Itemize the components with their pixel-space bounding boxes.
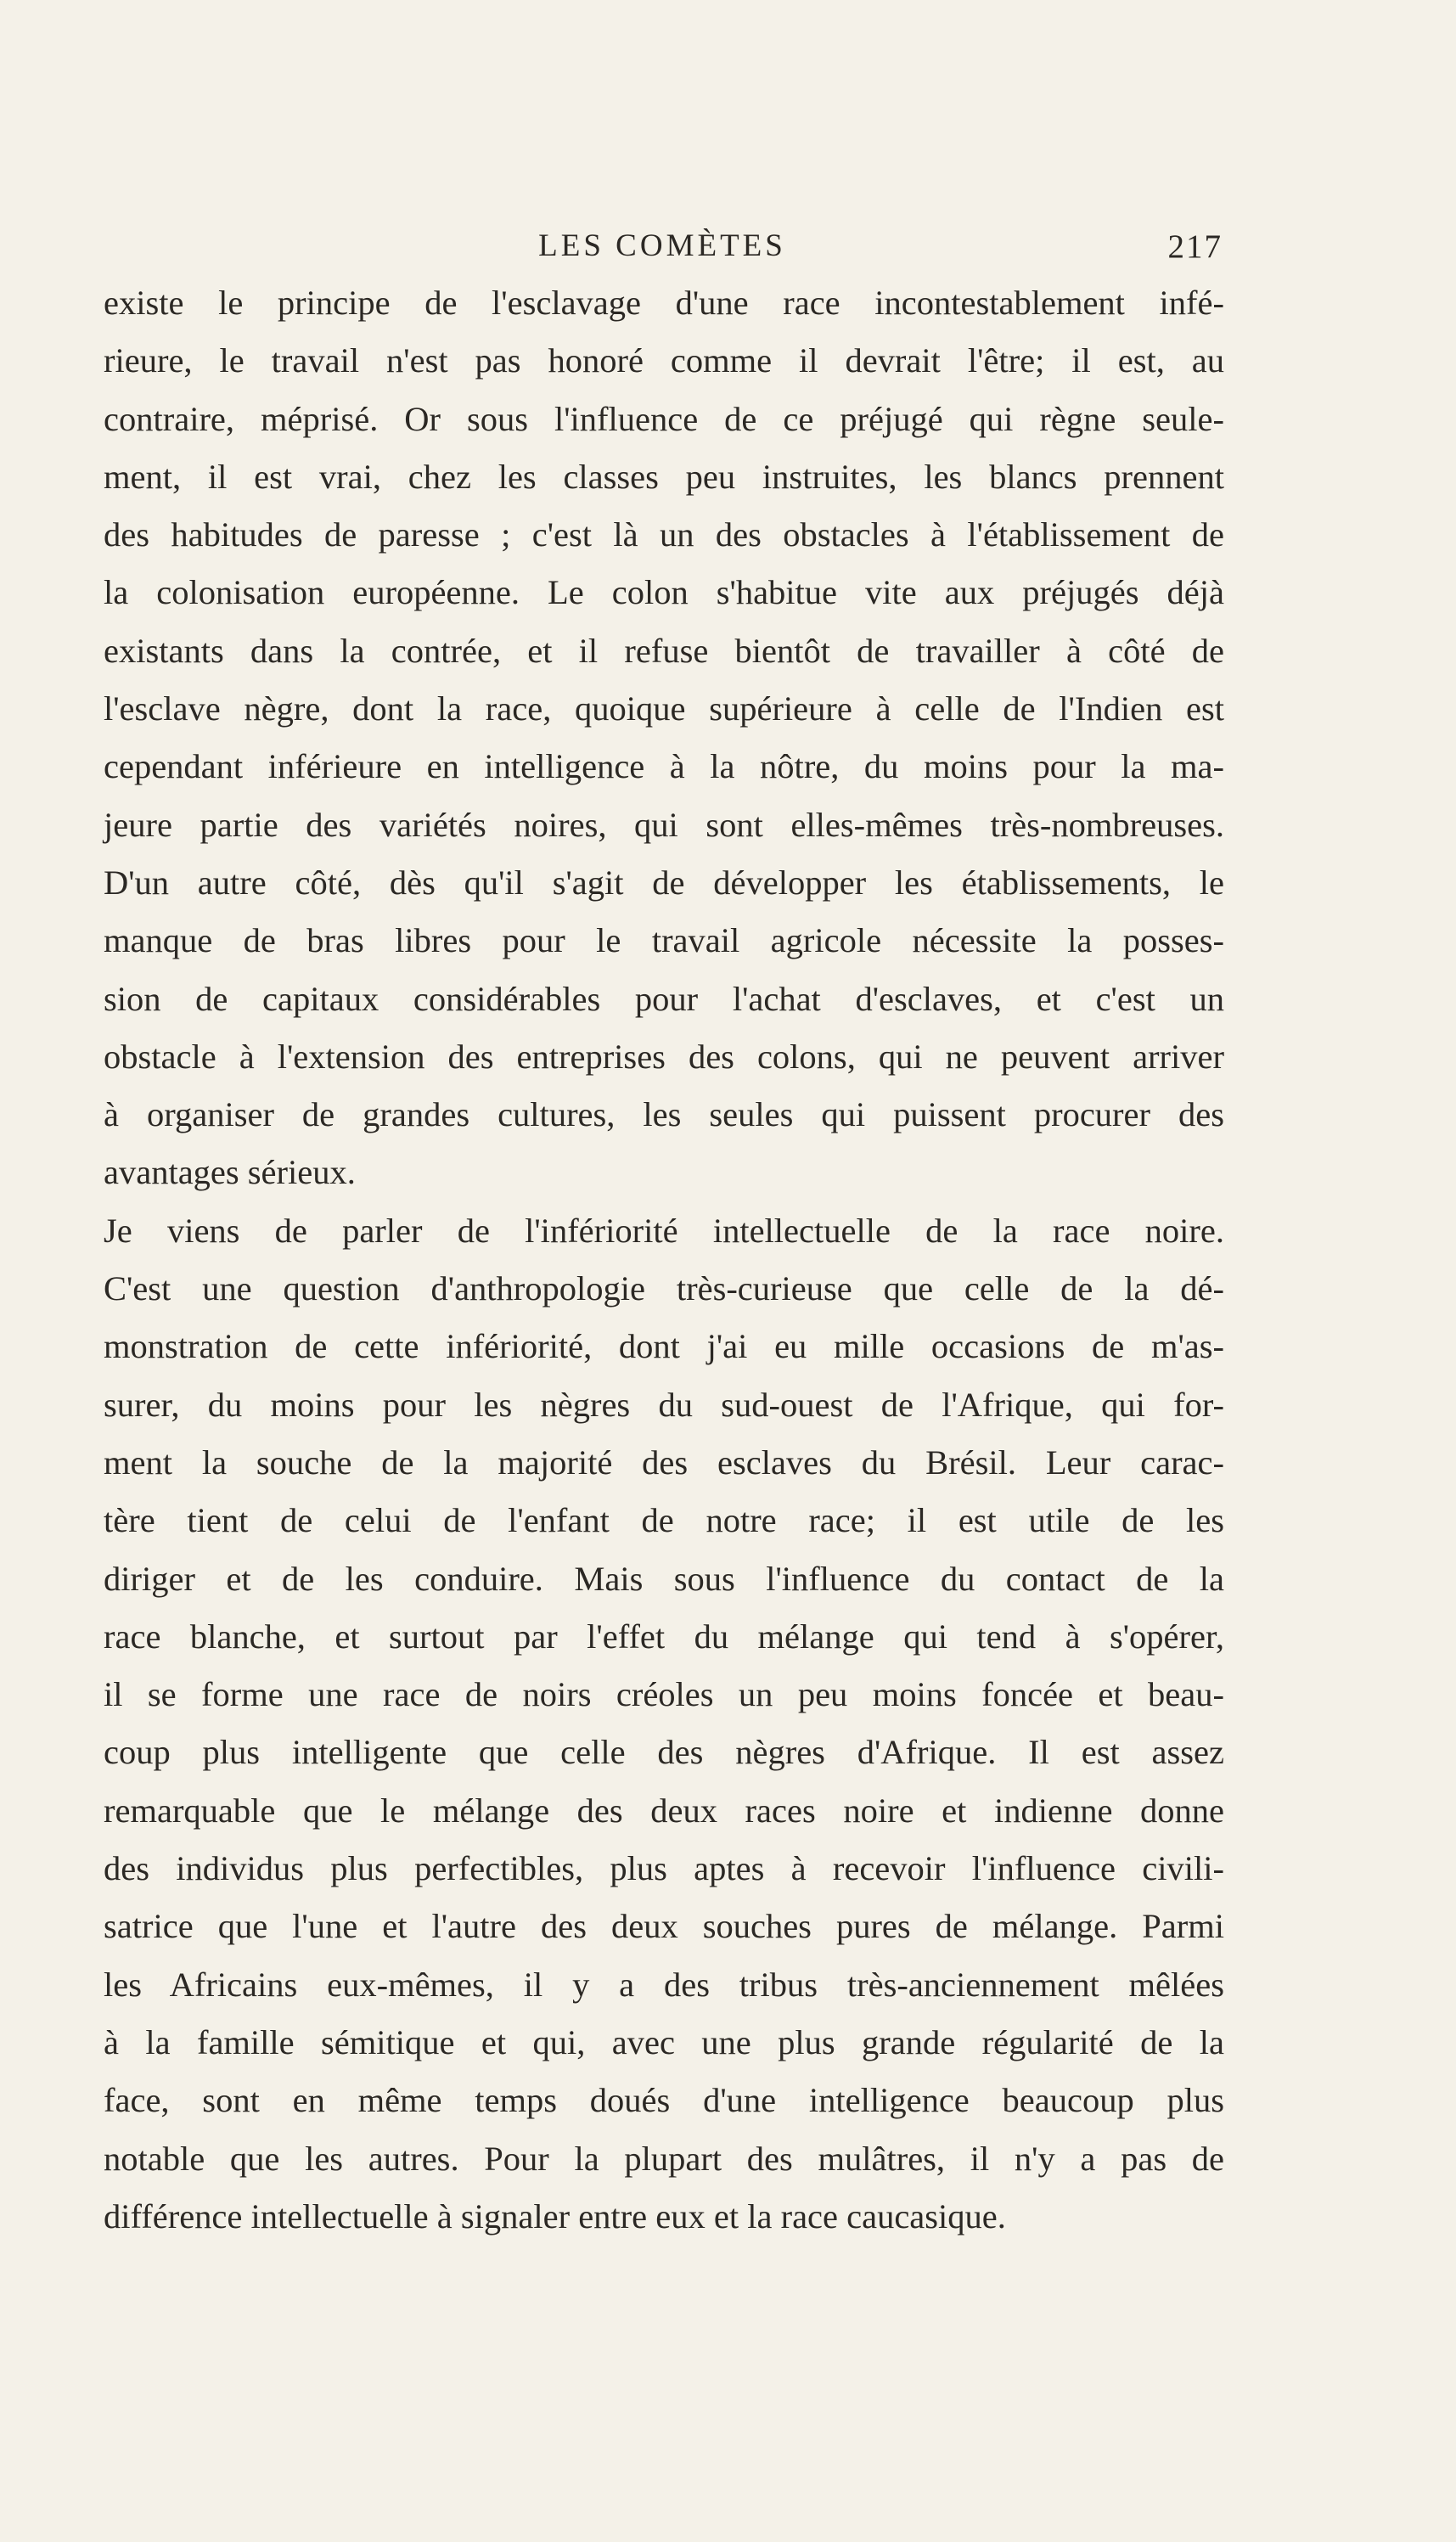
text-line: surer, du moins pour les nègres du sud-ouest de l'Afrique, qui for-: [104, 1385, 1224, 1424]
text-line: sion de capitaux considérables pour l'achat d'esclaves, et c'est un: [104, 979, 1224, 1018]
text-line: notable que les autres. Pour la plupart des mulâtres, il n'y a pas de: [104, 2139, 1224, 2178]
paragraph-end-line: avantages sérieux.: [104, 1153, 356, 1192]
text-line: obstacle à l'extension des entreprises des colons, qui ne peuvent arriver: [104, 1037, 1224, 1076]
text-line: manque de bras libres pour le travail agricole nécessite la posses-: [104, 921, 1224, 960]
text-line: satrice que l'une et l'autre des deux souches pures de mélange. Parmi: [104, 1907, 1224, 1946]
text-line: face, sont en même temps doués d'une intelligence beaucoup plus: [104, 2081, 1224, 2120]
text-line: jeure partie des variétés noires, qui sont elles-mêmes très-nombreuses.: [104, 805, 1224, 844]
text-line: existe le principe de l'esclavage d'une race incontestablement infé-: [104, 284, 1224, 322]
text-line: race blanche, et surtout par l'effet du mélange qui tend à s'opérer,: [104, 1617, 1224, 1656]
text-line: monstration de cette infériorité, dont j'ai eu mille occasions de m'as-: [104, 1327, 1224, 1366]
text-line: diriger et de les conduire. Mais sous l'influence du contact de la: [104, 1559, 1224, 1598]
text-line: cependant inférieure en intelligence à la nôtre, du moins pour la ma-: [104, 747, 1224, 786]
paragraph-end-line: différence intellectuelle à signaler entre eux et la race caucasique.: [104, 2196, 1006, 2235]
text-line: des habitudes de paresse ; c'est là un des obstacles à l'établissement de: [104, 515, 1224, 554]
text-line: ment la souche de la majorité des esclaves du Brésil. Leur carac-: [104, 1443, 1224, 1482]
text-line: des individus plus perfectibles, plus aptes à recevoir l'influence civili-: [104, 1849, 1224, 1888]
text-line: à organiser de grandes cultures, les seules qui puissent procurer des: [104, 1095, 1224, 1134]
text-line: la colonisation européenne. Le colon s'habitue vite aux préjugés déjà: [104, 573, 1224, 612]
text-line: à la famille sémitique et qui, avec une plus grande régularité de la: [104, 2022, 1224, 2061]
paragraph-first-line: Je viens de parler de l'infériorité intellectuelle de la race noire.: [104, 1211, 1224, 1250]
text-line: contraire, méprisé. Or sous l'influence de ce préjugé qui règne seule-: [104, 399, 1224, 438]
text-line: l'esclave nègre, dont la race, quoique supérieure à celle de l'Indien est: [104, 689, 1224, 728]
text-line: existants dans la contrée, et il refuse bientôt de travailler à côté de: [104, 631, 1224, 670]
text-line: tère tient de celui de l'enfant de notre race; il est utile de les: [104, 1501, 1224, 1540]
text-line: remarquable que le mélange des deux races noire et indienne donne: [104, 1791, 1224, 1830]
page-header: [102, 228, 1223, 278]
text-line: coup plus intelligente que celle des nègres d'Afrique. Il est assez: [104, 1733, 1224, 1772]
text-line: D'un autre côté, dès qu'il s'agit de développer les établissements, le: [104, 863, 1224, 902]
text-line: il se forme une race de noirs créoles un peu moins foncée et beau-: [104, 1675, 1224, 1714]
page-number: 217: [1167, 228, 1223, 265]
running-title: LES COMÈTES: [538, 228, 786, 263]
text-line: ment, il est vrai, chez les classes peu instruites, les blancs prennent: [104, 457, 1224, 496]
text-line: C'est une question d'anthropologie très-curieuse que celle de la dé-: [104, 1269, 1224, 1308]
text-line: rieure, le travail n'est pas honoré comme il devrait l'être; il est, au: [104, 341, 1224, 380]
text-line: les Africains eux-mêmes, il y a des tribus très-anciennement mêlées: [104, 1965, 1224, 2004]
body-text: [104, 274, 1224, 2246]
